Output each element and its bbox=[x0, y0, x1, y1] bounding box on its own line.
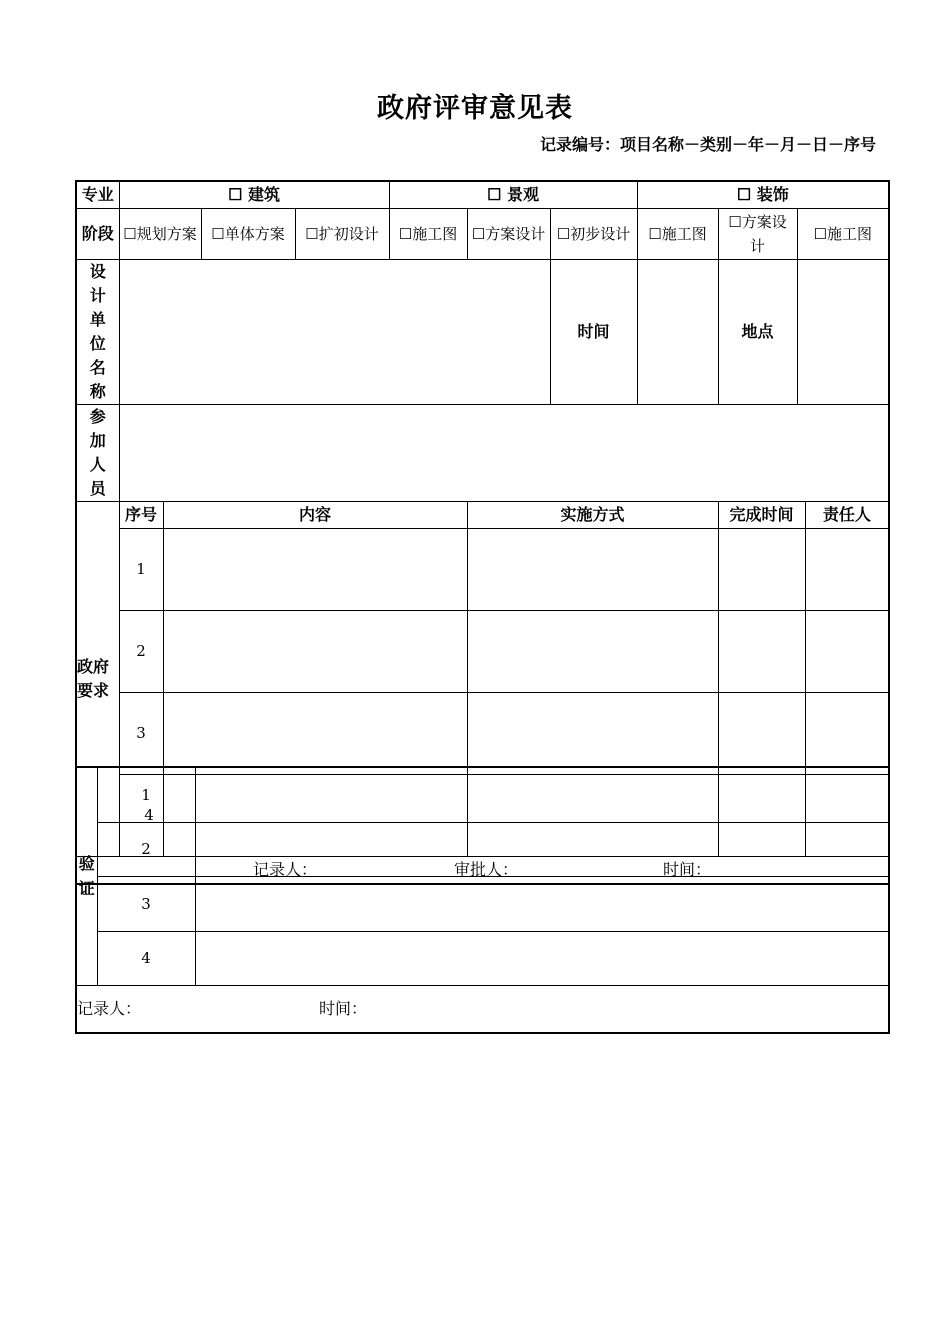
stage-planning-checkbox[interactable]: ☐规划方案 bbox=[119, 208, 201, 259]
responsible-cell[interactable] bbox=[805, 692, 889, 774]
row-number: 2 bbox=[119, 610, 163, 692]
table-row bbox=[76, 876, 889, 931]
completion-time-cell[interactable] bbox=[718, 528, 805, 610]
form-title: 政府评审意见表 bbox=[377, 93, 573, 124]
method-cell[interactable] bbox=[467, 528, 718, 610]
major-label: 专业 bbox=[76, 181, 119, 208]
row-number: 2 bbox=[97, 822, 195, 876]
time-field[interactable] bbox=[637, 259, 718, 404]
verify-signature-row bbox=[76, 985, 889, 1033]
content-cell[interactable] bbox=[163, 610, 467, 692]
gov-recorder-label: 记录人： bbox=[253, 859, 318, 879]
verify-time-label: 时间： bbox=[319, 998, 368, 1018]
completion-time-cell[interactable] bbox=[718, 610, 805, 692]
gov-approver-label: 审批人： bbox=[454, 859, 519, 879]
verify-recorder-label: 记录人： bbox=[77, 998, 142, 1018]
row-number: 3 bbox=[97, 876, 195, 931]
stage-preliminary-design-checkbox[interactable]: ☐初步设计 bbox=[550, 208, 637, 259]
row-number: 1 bbox=[97, 767, 195, 822]
verification-table bbox=[75, 766, 890, 1034]
row-number: 4 bbox=[97, 931, 195, 985]
gov-time-label: 时间： bbox=[663, 859, 712, 879]
verification-label: 验证 bbox=[76, 767, 97, 985]
header-method: 实施方式 bbox=[467, 501, 718, 528]
attendees-field[interactable] bbox=[119, 404, 889, 501]
responsible-cell[interactable] bbox=[805, 528, 889, 610]
major-row bbox=[76, 181, 889, 208]
stage-decoration-scheme-checkbox[interactable]: ☐方案设计 bbox=[718, 208, 797, 259]
method-cell[interactable] bbox=[467, 692, 718, 774]
stage-extended-design-checkbox[interactable]: ☐扩初设计 bbox=[295, 208, 389, 259]
responsible-cell[interactable] bbox=[805, 610, 889, 692]
completion-time-cell[interactable] bbox=[718, 692, 805, 774]
header-seq: 序号 bbox=[119, 501, 163, 528]
design-unit-field[interactable] bbox=[119, 259, 550, 404]
table-row bbox=[76, 767, 889, 822]
header-completion-time: 完成时间 bbox=[718, 501, 805, 528]
row-number: 4 bbox=[119, 774, 163, 856]
table-row bbox=[76, 528, 889, 610]
verification-cell[interactable] bbox=[195, 767, 889, 822]
table-row bbox=[76, 822, 889, 876]
place-label: 地点 bbox=[718, 259, 797, 404]
stage-scheme-design-checkbox[interactable]: ☐方案设计 bbox=[467, 208, 550, 259]
stage-decoration-construction-checkbox[interactable]: ☐施工图 bbox=[797, 208, 889, 259]
table-row bbox=[76, 692, 889, 774]
place-field[interactable] bbox=[797, 259, 889, 404]
content-cell[interactable] bbox=[163, 692, 467, 774]
method-cell[interactable] bbox=[467, 610, 718, 692]
major-landscape-checkbox[interactable]: ☐ 景观 bbox=[389, 181, 637, 208]
design-unit-row bbox=[76, 259, 889, 404]
verification-cell[interactable] bbox=[195, 822, 889, 876]
row-number: 3 bbox=[119, 692, 163, 774]
major-decoration-checkbox[interactable]: ☐ 装饰 bbox=[637, 181, 889, 208]
header-responsible: 责任人 bbox=[805, 501, 889, 528]
stage-label: 阶段 bbox=[76, 208, 119, 259]
major-architecture-checkbox[interactable]: ☐ 建筑 bbox=[119, 181, 389, 208]
header-content: 内容 bbox=[163, 501, 467, 528]
attendees-label: 参加人员 bbox=[76, 404, 119, 501]
verification-cell[interactable] bbox=[195, 876, 889, 931]
stage-row bbox=[76, 208, 889, 259]
content-cell[interactable] bbox=[163, 528, 467, 610]
stage-single-scheme-checkbox[interactable]: ☐单体方案 bbox=[201, 208, 295, 259]
gov-header-row bbox=[76, 501, 889, 528]
gov-requirements-label: 政府要求 bbox=[76, 501, 119, 856]
verify-signature-cell bbox=[76, 985, 889, 1033]
record-number: 记录编号：项目名称－类别－年－月－日－序号 bbox=[539, 135, 876, 154]
stage-landscape-construction-checkbox[interactable]: ☐施工图 bbox=[637, 208, 718, 259]
attendees-row bbox=[76, 404, 889, 501]
verification-cell[interactable] bbox=[195, 931, 889, 985]
design-unit-label: 设计单位名称 bbox=[76, 259, 119, 404]
table-row bbox=[76, 931, 889, 985]
time-label: 时间 bbox=[550, 259, 637, 404]
row-number: 1 bbox=[119, 528, 163, 610]
stage-construction-drawing-checkbox[interactable]: ☐施工图 bbox=[389, 208, 467, 259]
table-row bbox=[76, 610, 889, 692]
